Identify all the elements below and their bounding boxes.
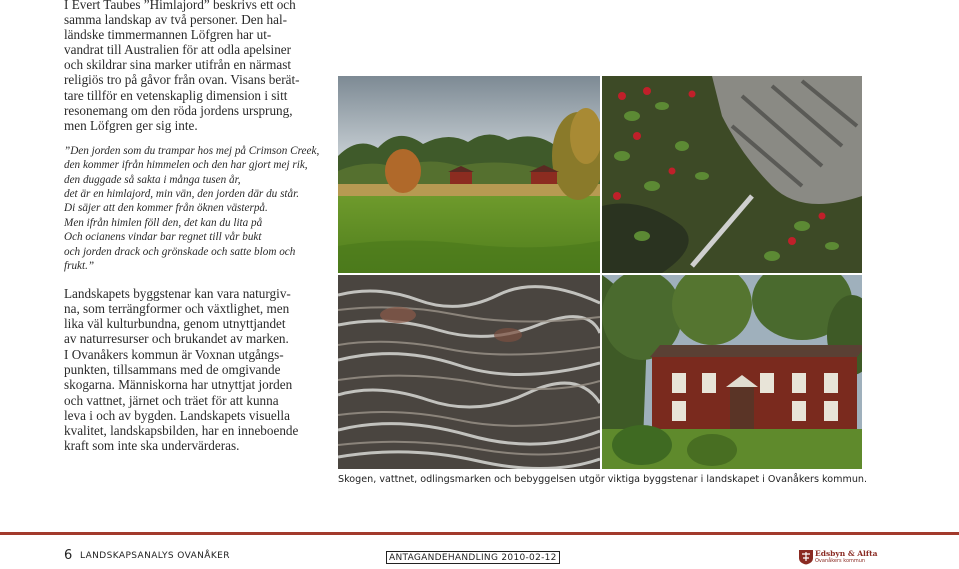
- text-line: na, som terrängformer och växtlighet, men: [64, 300, 290, 316]
- farmland-photo: [338, 76, 600, 273]
- text-line: skogarna. Människorna har utnyttjat jorden: [64, 377, 293, 393]
- photo-grid: [338, 76, 862, 469]
- intro-paragraph: [64, 0, 322, 133]
- text-line: kraft som inte ska undervärderas.: [64, 438, 240, 454]
- river-photo: [338, 275, 600, 469]
- farmhouse-photo: [602, 275, 862, 469]
- text-column: [64, 0, 322, 454]
- lingonberry-photo: [602, 76, 862, 273]
- text-line: Landskapets byggstenar kan vara naturgiv-: [64, 285, 291, 301]
- text-line: tare tillför en vetenskaplig dimension i sitt: [64, 87, 288, 103]
- crest-icon: [798, 549, 814, 565]
- text-line: samma landskap av två personer. Den hal-: [64, 12, 288, 28]
- quote-line: det är en himlajord, min vän, den jorden där du står.: [64, 188, 300, 201]
- text-line: av naturresurser och brukandet av marken.: [64, 331, 289, 347]
- text-line: vandrat till Australien för att odla apelsiner: [64, 42, 292, 58]
- footer-rule: [0, 532, 959, 535]
- landscape-paragraph: [64, 286, 322, 454]
- document-title: LANDSKAPSANALYS OVANÅKER: [80, 551, 230, 561]
- text-line: och vattnet, järnet och träet för att kunna: [64, 392, 279, 408]
- quote-line: och jorden drack och grönskade och satte blom och: [64, 245, 296, 258]
- text-line: ländske timmermannen Löfgren har ut-: [64, 27, 272, 43]
- text-line: I Ovanåkers kommun är Voxnan utgångs-: [64, 346, 284, 362]
- text-line: I Evert Taubes ”Himlajord” beskrivs ett och: [64, 0, 296, 12]
- logo-name: Edsbyn & Alfta: [815, 549, 878, 558]
- text-line: och skildrar sina marker utifrån en närmast: [64, 57, 292, 73]
- quote-line: Och ocianens vindar bar regnet till vår bukt: [64, 231, 262, 244]
- quote-line: frukt.”: [64, 260, 95, 273]
- logo-subtitle: Ovanåkers kommun: [815, 558, 866, 564]
- text-line: leva i och av bygden. Landskapets visuella: [64, 407, 290, 423]
- text-line: religiös tro på gåvor från ovan. Visans berät-: [64, 72, 300, 88]
- quote-line: ”Den jorden som du trampar hos mej på Crimson Creek,: [64, 144, 320, 157]
- text-line: punkten, tillsammans med de omgivande: [64, 361, 281, 377]
- quote-line: Men ifrån himlen föll den, det kan du lita på: [64, 216, 263, 229]
- municipality-logo: [798, 547, 878, 569]
- quote-line: den kommer ifrån himmelen och den har gjort mej rik,: [64, 159, 308, 172]
- status-box: ANTAGANDEHANDLING 2010-02-12: [386, 551, 560, 564]
- text-line: kvalitet, landskapsbilden, har en inneboende: [64, 423, 299, 439]
- photo-caption: Skogen, vattnet, odlingsmarken och bebyggelsen utgör viktiga byggstenar i landskapet i Ovanåkers kommun.: [338, 474, 868, 485]
- page-number: 6: [64, 548, 73, 563]
- text-line: lika väl kulturbundna, genom utnyttjandet: [64, 316, 286, 332]
- song-quote: [64, 144, 322, 274]
- quote-line: Di säjer att den kommer från öknen västerpå.: [64, 202, 268, 215]
- quote-line: den duggade så sakta i många tusen år,: [64, 173, 241, 186]
- text-line: men Löfgren ger sig inte.: [64, 117, 198, 133]
- text-line: resonemang om den röda jordens ursprung,: [64, 102, 293, 118]
